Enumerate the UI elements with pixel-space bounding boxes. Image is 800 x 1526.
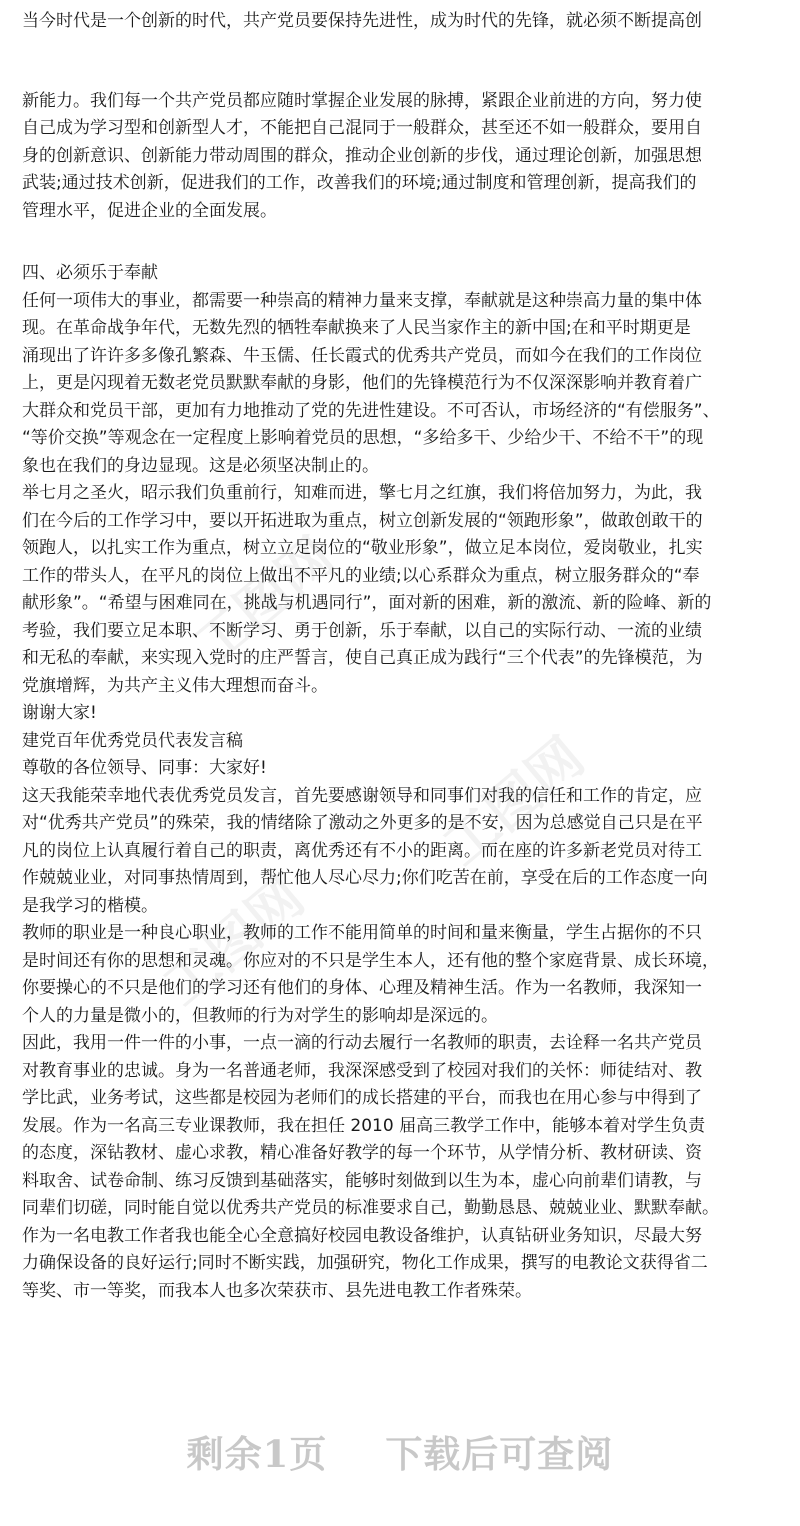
- text-line: 身的创新意识、创新能力带动周围的群众，推动企业创新的步伐，通过理论创新，加强思想: [22, 146, 702, 166]
- text-line: 作兢兢业业，对同事热情周到，帮忙他人尽心尽力;你们吃苦在前，享受在后的工作态度一向: [22, 868, 708, 888]
- text-line: 们在今后的工作学习中，要以开拓进取为重点，树立创新发展的“领跑形象”，做敢创敢干的: [22, 511, 703, 531]
- text-line: 发展。作为一名高三专业课教师，我在担任 2010 届高三教学工作中，能够本着对学生负责: [22, 1116, 706, 1136]
- text-line: 献形象”。“希望与困难同在，挑战与机遇同行”，面对新的困难，新的激流、新的险峰、新的: [22, 593, 712, 613]
- text-line: 领跑人，以扎实工作为重点，树立立足岗位的“敬业形象”，做立足本岗位，爱岗敬业，扎实: [22, 538, 703, 558]
- text-line: 力确保设备的良好运行;同时不断实践，加强研究，物化工作成果，撰写的电教论文获得省二: [22, 1253, 708, 1273]
- text-line: 的态度，深钻教材、虚心求教，精心准备好教学的每一个环节，从学情分析、教材研读、资: [22, 1143, 702, 1163]
- text-line: 建党百年优秀党员代表发言稿: [22, 731, 243, 751]
- text-line: 上，更是闪现着无数老党员默默奉献的身影，他们的先锋模范行为不仅深深影响并教育着广: [22, 373, 702, 393]
- watermark-logo: 工图网: [181, 525, 346, 678]
- cut-off-heading: [22, 0, 782, 4]
- text-line: 作为一名电教工作者我也能全心全意搞好校园电教设备维护，认真钻研业务知识，尽最大努: [22, 1226, 702, 1246]
- text-line: 是我学习的楷模。: [22, 896, 158, 916]
- text-line: 和无私的奉献，来实现入党时的庄严誓言，使自己真正成为践行“三个代表”的先锋模范，为: [22, 648, 703, 668]
- download-prompt[interactable]: [0, 1424, 800, 1478]
- text-line: 同辈们切磋，同时能自觉以优秀共产党员的标准要求自己，勤勤恳恳、兢兢业业、默默奉献。: [22, 1198, 719, 1218]
- text-line: 学比武，业务考试，这些都是校园为老师们的成长搭建的平台，而我也在用心参与中得到了: [22, 1088, 702, 1108]
- text-line: 现。在革命战争年代，无数先烈的牺牲奉献换来了人民当家作主的新中国;在和平时期更是: [22, 318, 691, 338]
- text-line: 工作的带头人，在平凡的岗位上做出不平凡的业绩;以心系群众为重点，树立服务群众的“奉: [22, 566, 700, 586]
- partial-line: [22, 0, 782, 4]
- text-line: 料取舍、试卷命制、练习反馈到基础落实，能够时刻做到以生为本，虚心向前辈们请教，与: [22, 1171, 702, 1191]
- text-line: 谢谢大家!: [22, 703, 97, 723]
- text-line: 等奖、市一等奖，而我本人也多次荣获市、县先进电教工作者殊荣。: [22, 1281, 532, 1301]
- text-line: 四、必须乐于奉献: [22, 263, 158, 283]
- remaining-pages-label: 剩余1页: [186, 1432, 328, 1476]
- text-line: 任何一项伟大的事业，都需要一种崇高的精神力量来支撑，奉献就是这种崇高力量的集中体: [22, 291, 702, 311]
- text-line: 管理水平，促进企业的全面发展。: [22, 201, 277, 221]
- text-line: 对“优秀共产党员”的殊荣，我的情绪除了激动之外更多的是不安，因为总感觉自己只是在平: [22, 813, 703, 833]
- text-line: 凡的岗位上认真履行着自己的职责，离优秀还有不小的距离。而在座的许多新老党员对待工: [22, 841, 702, 861]
- text-line: 武装;通过技术创新，促进我们的工作，改善我们的环境;通过制度和管理创新，提高我们的: [22, 173, 697, 193]
- text-line: 因此，我用一件一件的小事，一点一滴的行动去履行一名教师的职责，去诠释一名共产党员: [22, 1033, 702, 1053]
- text-line: 是时间还有你的思想和灵魂。你应对的不只是学生本人，还有他的整个家庭背景、成长环境，: [22, 951, 719, 971]
- text-line: 考验，我们要立足本职、不断学习、勇于创新，乐于奉献，以自己的实际行动、一流的业绩: [22, 621, 702, 641]
- text-line: 党旗增辉，为共产主义伟大理想而奋斗。: [22, 676, 328, 696]
- text-line: 当今时代是一个创新的时代，共产党员要保持先进性，成为时代的先锋，就必须不断提高创: [22, 11, 702, 31]
- text-line: 象也在我们的身边显现。这是必须坚决制止的。: [22, 456, 379, 476]
- text-line: 你要操心的不只是他们的学习还有他们的身体、心理及精神生活。作为一名教师，我深知一: [22, 978, 702, 998]
- text-line: 教师的职业是一种良心职业，教师的工作不能用简单的时间和量来衡量，学生占据你的不只: [22, 923, 702, 943]
- text-line: 尊敬的各位领导、同事：大家好!: [22, 758, 267, 778]
- text-line: 自己成为学习型和创新型人才，不能把自己混同于一般群众，甚至还不如一般群众，要用自: [22, 118, 702, 138]
- text-line: 大群众和党员干部，更加有力地推动了党的先进性建设。不可否认，市场经济的“有偿服务”、: [22, 401, 720, 421]
- text-line: 个人的力量是微小的，但教师的行为对学生的影响却是深远的。: [22, 1006, 498, 1026]
- download-to-view-label[interactable]: 下载后可查阅: [385, 1432, 614, 1476]
- text-line: 对教育事业的忠诚。身为一名普通老师，我深深感受到了校园对我们的关怀：师徒结对、教: [22, 1061, 702, 1081]
- text-line: “等价交换”等观念在一定程度上影响着党员的思想，“多给多干、少给少干、不给不干”的现: [22, 428, 704, 448]
- text-line: 新能力。我们每一个共产党员都应随时掌握企业发展的脉搏，紧跟企业前进的方向，努力使: [22, 91, 702, 111]
- text-line: 涌现出了许许多多像孔繁森、牛玉儒、任长霞式的优秀共产党员，而如今在我们的工作岗位: [22, 346, 702, 366]
- watermark-logo: 工图网: [151, 865, 316, 1018]
- text-line: 这天我能荣幸地代表优秀党员发言，首先要感谢领导和同事们对我的信任和工作的肯定，应: [22, 786, 702, 806]
- text-line: 举七月之圣火，昭示我们负重前行，知难而进，擎七月之红旗，我们将倍加努力，为此，我: [22, 483, 702, 503]
- watermark-logo: 工图网: [431, 725, 596, 878]
